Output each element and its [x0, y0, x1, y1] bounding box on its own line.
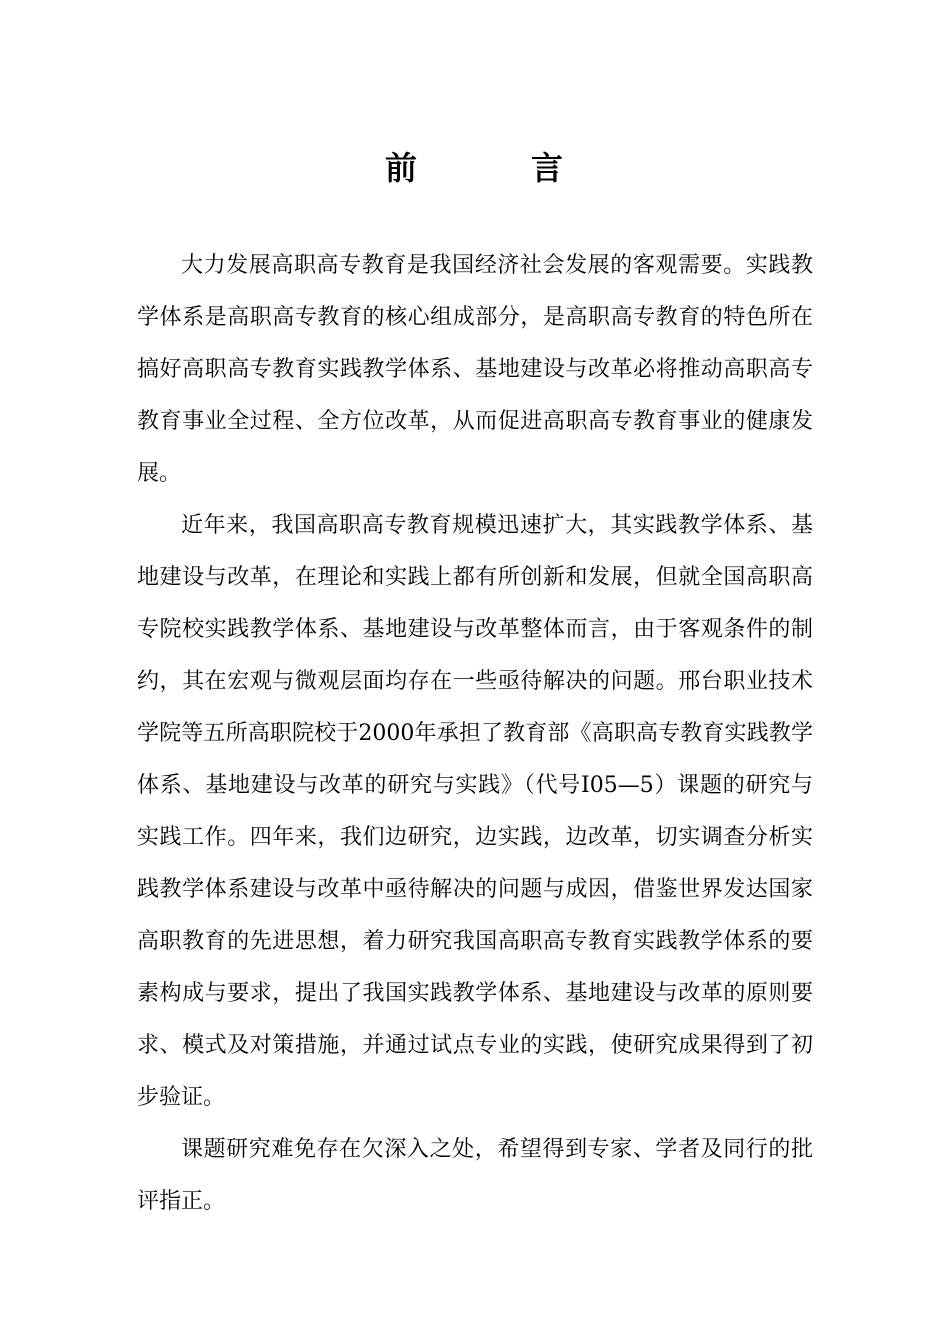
paragraph-2: 近年来，我国高职高专教育规模迅速扩大，其实践教学体系、基地建设与改革，在理论和实践上都有所创新和发展，但就全国高职高专院校实践教学体系、基地建设与改革整体而言，由于客观条件的制约，其在宏观与微观层面均存在一些亟待解决的问题。邢台职业技术学院等五所高职院校于2000年承担了教育部《高职高专教育实践教学体系、基地建设与改革的研究与实践》（代号I05—5）课题的研究与实践工作。四年来，我们边研究，边实践，边改革，切实调查分析实践教学体系建设与改革中亟待解决的问题与成因，借鉴世界发达国家高职教育的先进思想，着力研究我国高职高专教育实践教学体系的要素构成与要求，提出了我国实践教学体系、基地建设与改革的原则要求、模式及对策措施，并通过试点专业的实践，使研究成果得到了初步验证。 — [137, 513, 813, 1110]
paragraph-3: 课题研究难免存在欠深入之处，希望得到专家、学者及同行的批评指正。 — [137, 1137, 813, 1214]
paragraph-1: 大力发展高职高专教育是我国经济社会发展的客观需要。实践教学体系是高职高专教育的核心组成部分，是高职高专教育的特色所在搞好高职高专教育实践教学体系、基地建设与改革必将推动高职高专教育事业全过程、全方位改革，从而促进高职高专教育事业的健康发展。 — [137, 253, 813, 486]
body-content — [137, 240, 813, 1228]
page-title — [0, 144, 950, 192]
title-char-1: 前 — [384, 149, 419, 187]
title-char-2: 言 — [531, 149, 566, 187]
